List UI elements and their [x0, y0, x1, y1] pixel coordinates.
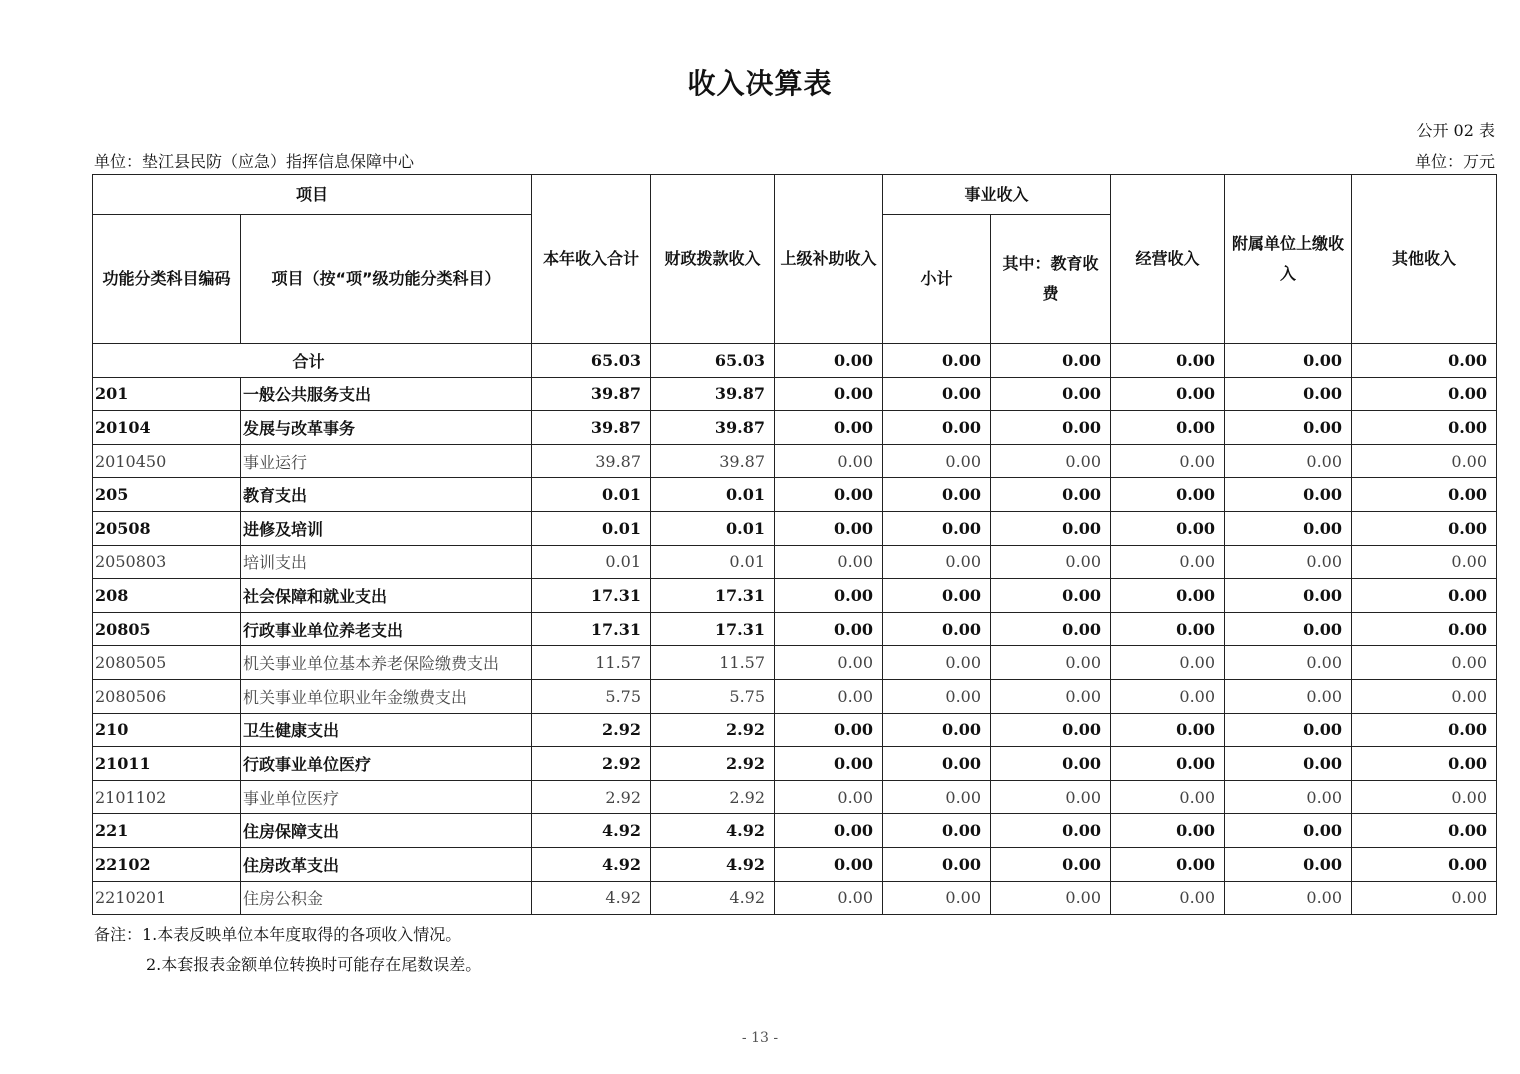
row-value: 0.00	[775, 713, 883, 747]
row-value: 0.00	[1225, 847, 1352, 881]
total-value: 0.00	[1111, 344, 1225, 378]
row-value: 0.00	[1352, 612, 1497, 646]
row-value: 0.00	[1225, 646, 1352, 680]
row-value: 0.00	[1225, 881, 1352, 915]
header-subtotal: 小计	[883, 215, 991, 344]
row-value: 0.00	[1111, 444, 1225, 478]
table-row	[93, 444, 1497, 478]
row-value: 0.00	[991, 814, 1111, 848]
total-value: 0.00	[883, 344, 991, 378]
row-value: 0.00	[1352, 478, 1497, 512]
row-value: 0.00	[775, 747, 883, 781]
row-value: 17.31	[532, 612, 651, 646]
table-row	[93, 411, 1497, 445]
row-value: 0.00	[1352, 881, 1497, 915]
row-value: 0.00	[991, 679, 1111, 713]
note-1: 备注：1.本表反映单位本年度取得的各项收入情况。	[94, 925, 462, 944]
row-value: 2.92	[651, 747, 775, 781]
row-name: 发展与改革事务	[241, 411, 532, 445]
row-value: 0.00	[1225, 679, 1352, 713]
row-code: 2101102	[93, 780, 241, 814]
row-name: 一般公共服务支出	[241, 377, 532, 411]
row-name: 社会保障和就业支出	[241, 579, 532, 613]
row-value: 0.00	[1225, 478, 1352, 512]
table-row	[93, 511, 1497, 545]
row-value: 4.92	[532, 847, 651, 881]
header-operating: 经营收入	[1111, 175, 1225, 344]
row-value: 0.00	[883, 713, 991, 747]
row-value: 0.00	[1111, 478, 1225, 512]
row-value: 2.92	[532, 747, 651, 781]
header-code: 功能分类科目编码	[93, 215, 241, 344]
row-value: 0.01	[651, 511, 775, 545]
row-code: 2010450	[93, 444, 241, 478]
header-fiscal: 财政拨款收入	[651, 175, 775, 344]
row-value: 0.00	[991, 444, 1111, 478]
row-value: 0.00	[883, 847, 991, 881]
row-value: 0.00	[1225, 377, 1352, 411]
row-value: 0.00	[1225, 444, 1352, 478]
page-number: - 13 -	[741, 1030, 779, 1046]
row-value: 17.31	[651, 579, 775, 613]
row-code: 2050803	[93, 545, 241, 579]
row-value: 0.00	[1111, 646, 1225, 680]
row-value: 39.87	[651, 377, 775, 411]
row-code: 210	[93, 713, 241, 747]
row-value: 0.00	[775, 579, 883, 613]
table-row	[93, 679, 1497, 713]
table-row	[93, 646, 1497, 680]
table-row	[93, 847, 1497, 881]
row-value: 0.00	[883, 646, 991, 680]
row-value: 0.01	[532, 545, 651, 579]
row-value: 0.00	[775, 444, 883, 478]
total-value: 65.03	[532, 344, 651, 378]
row-code: 20104	[93, 411, 241, 445]
row-code: 2080506	[93, 679, 241, 713]
row-name: 行政事业单位医疗	[241, 747, 532, 781]
row-value: 0.00	[883, 747, 991, 781]
row-value: 5.75	[532, 679, 651, 713]
row-value: 0.00	[991, 411, 1111, 445]
row-value: 0.00	[1225, 411, 1352, 445]
row-value: 0.01	[651, 478, 775, 512]
row-value: 4.92	[651, 881, 775, 915]
row-value: 0.00	[775, 511, 883, 545]
row-value: 2.92	[651, 780, 775, 814]
table-row	[93, 478, 1497, 512]
row-value: 0.00	[775, 646, 883, 680]
row-value: 0.00	[1111, 511, 1225, 545]
row-value: 0.00	[991, 847, 1111, 881]
row-code: 20805	[93, 612, 241, 646]
row-value: 0.00	[1225, 713, 1352, 747]
row-value: 0.00	[991, 478, 1111, 512]
row-value: 39.87	[532, 377, 651, 411]
row-value: 0.00	[1111, 881, 1225, 915]
row-name: 培训支出	[241, 545, 532, 579]
row-code: 22102	[93, 847, 241, 881]
row-code: 2210201	[93, 881, 241, 915]
row-value: 0.00	[1225, 612, 1352, 646]
row-value: 0.00	[1352, 511, 1497, 545]
row-code: 21011	[93, 747, 241, 781]
row-value: 0.00	[991, 747, 1111, 781]
row-code: 208	[93, 579, 241, 613]
total-value: 65.03	[651, 344, 775, 378]
row-value: 0.00	[883, 545, 991, 579]
header-total-income: 本年收入合计	[532, 175, 651, 344]
row-value: 0.00	[1352, 411, 1497, 445]
row-value: 0.00	[883, 679, 991, 713]
row-value: 0.00	[1352, 444, 1497, 478]
row-value: 0.00	[775, 411, 883, 445]
row-value: 17.31	[651, 612, 775, 646]
row-value: 0.00	[1111, 377, 1225, 411]
row-value: 0.00	[1111, 814, 1225, 848]
table-row	[93, 612, 1497, 646]
row-value: 0.01	[532, 511, 651, 545]
row-value: 4.92	[651, 814, 775, 848]
row-value: 0.00	[883, 612, 991, 646]
table-row	[93, 881, 1497, 915]
row-value: 0.00	[991, 511, 1111, 545]
row-value: 0.00	[991, 377, 1111, 411]
row-value: 0.00	[1352, 579, 1497, 613]
unit-organization: 单位：垫江县民防（应急）指挥信息保障中心	[94, 152, 415, 171]
row-value: 0.00	[1225, 511, 1352, 545]
row-value: 0.00	[1225, 780, 1352, 814]
row-name: 住房公积金	[241, 881, 532, 915]
row-code: 2080505	[93, 646, 241, 680]
row-value: 0.00	[1225, 579, 1352, 613]
row-value: 0.00	[1111, 713, 1225, 747]
income-table	[92, 174, 1497, 915]
row-value: 17.31	[532, 579, 651, 613]
row-value: 2.92	[532, 713, 651, 747]
row-value: 0.00	[1225, 545, 1352, 579]
row-value: 0.00	[1111, 747, 1225, 781]
row-value: 0.00	[1352, 847, 1497, 881]
row-code: 205	[93, 478, 241, 512]
row-value: 39.87	[532, 411, 651, 445]
row-value: 0.00	[991, 545, 1111, 579]
table-row	[93, 579, 1497, 613]
row-value: 0.00	[1352, 377, 1497, 411]
form-number: 公开 02 表	[1416, 121, 1495, 140]
row-value: 0.00	[883, 511, 991, 545]
row-code: 20508	[93, 511, 241, 545]
row-value: 4.92	[532, 814, 651, 848]
row-value: 39.87	[651, 411, 775, 445]
row-value: 0.00	[1111, 545, 1225, 579]
row-value: 0.01	[532, 478, 651, 512]
row-value: 0.00	[883, 411, 991, 445]
row-value: 0.00	[775, 679, 883, 713]
row-value: 0.00	[991, 612, 1111, 646]
row-code: 201	[93, 377, 241, 411]
total-value: 0.00	[775, 344, 883, 378]
header-name: 项目（按“项”级功能分类科目）	[241, 215, 532, 344]
row-value: 0.00	[1352, 646, 1497, 680]
row-name: 教育支出	[241, 478, 532, 512]
row-value: 11.57	[651, 646, 775, 680]
total-value: 0.00	[1225, 344, 1352, 378]
total-row	[93, 344, 1497, 378]
row-value: 0.00	[775, 847, 883, 881]
header-education: 其中：教育收费	[991, 215, 1111, 344]
row-name: 行政事业单位养老支出	[241, 612, 532, 646]
row-value: 0.00	[775, 545, 883, 579]
row-name: 事业单位医疗	[241, 780, 532, 814]
total-label: 合计	[93, 344, 532, 378]
total-value: 0.00	[991, 344, 1111, 378]
row-name: 机关事业单位基本养老保险缴费支出	[241, 646, 532, 680]
row-value: 0.00	[775, 377, 883, 411]
row-value: 0.00	[1111, 411, 1225, 445]
row-value: 11.57	[532, 646, 651, 680]
row-value: 0.00	[883, 780, 991, 814]
row-name: 住房改革支出	[241, 847, 532, 881]
row-name: 卫生健康支出	[241, 713, 532, 747]
row-value: 2.92	[651, 713, 775, 747]
row-value: 4.92	[532, 881, 651, 915]
table-row	[93, 747, 1497, 781]
row-value: 0.00	[991, 646, 1111, 680]
header-superior: 上级补助收入	[775, 175, 883, 344]
row-value: 39.87	[532, 444, 651, 478]
row-value: 0.00	[991, 713, 1111, 747]
row-value: 0.00	[1352, 780, 1497, 814]
header-business-group: 事业收入	[883, 175, 1111, 215]
row-value: 0.00	[1111, 679, 1225, 713]
row-value: 39.87	[651, 444, 775, 478]
header-affiliate: 附属单位上缴收入	[1225, 175, 1352, 344]
page-title: 收入决算表	[687, 67, 833, 100]
row-name: 住房保障支出	[241, 814, 532, 848]
row-value: 0.00	[991, 579, 1111, 613]
row-value: 0.00	[991, 881, 1111, 915]
notes	[94, 920, 481, 980]
table-row	[93, 713, 1497, 747]
row-value: 0.00	[1352, 747, 1497, 781]
row-value: 0.00	[1111, 847, 1225, 881]
row-value: 0.00	[775, 612, 883, 646]
row-value: 0.00	[883, 814, 991, 848]
row-value: 0.00	[1111, 612, 1225, 646]
table-row	[93, 545, 1497, 579]
row-value: 0.00	[883, 478, 991, 512]
header-other: 其他收入	[1352, 175, 1497, 344]
row-name: 事业运行	[241, 444, 532, 478]
row-value: 0.00	[883, 377, 991, 411]
row-value: 0.00	[1225, 747, 1352, 781]
row-value: 0.00	[1352, 679, 1497, 713]
header-project: 项目	[93, 175, 532, 215]
row-value: 5.75	[651, 679, 775, 713]
row-name: 进修及培训	[241, 511, 532, 545]
row-value: 0.01	[651, 545, 775, 579]
row-value: 0.00	[1111, 579, 1225, 613]
row-value: 0.00	[1352, 713, 1497, 747]
row-value: 0.00	[1225, 814, 1352, 848]
row-name: 机关事业单位职业年金缴费支出	[241, 679, 532, 713]
table-row	[93, 780, 1497, 814]
row-value: 0.00	[775, 478, 883, 512]
row-value: 0.00	[883, 881, 991, 915]
total-value: 0.00	[1352, 344, 1497, 378]
row-code: 221	[93, 814, 241, 848]
row-value: 0.00	[775, 881, 883, 915]
note-2: 2.本套报表金额单位转换时可能存在尾数误差。	[146, 955, 482, 974]
row-value: 0.00	[1111, 780, 1225, 814]
row-value: 0.00	[1352, 545, 1497, 579]
row-value: 0.00	[883, 579, 991, 613]
row-value: 0.00	[775, 780, 883, 814]
table-row	[93, 814, 1497, 848]
row-value: 0.00	[991, 780, 1111, 814]
row-value: 0.00	[775, 814, 883, 848]
row-value: 0.00	[1352, 814, 1497, 848]
unit-currency: 单位：万元	[1414, 152, 1495, 171]
row-value: 2.92	[532, 780, 651, 814]
table-row	[93, 377, 1497, 411]
row-value: 4.92	[651, 847, 775, 881]
row-value: 0.00	[883, 444, 991, 478]
